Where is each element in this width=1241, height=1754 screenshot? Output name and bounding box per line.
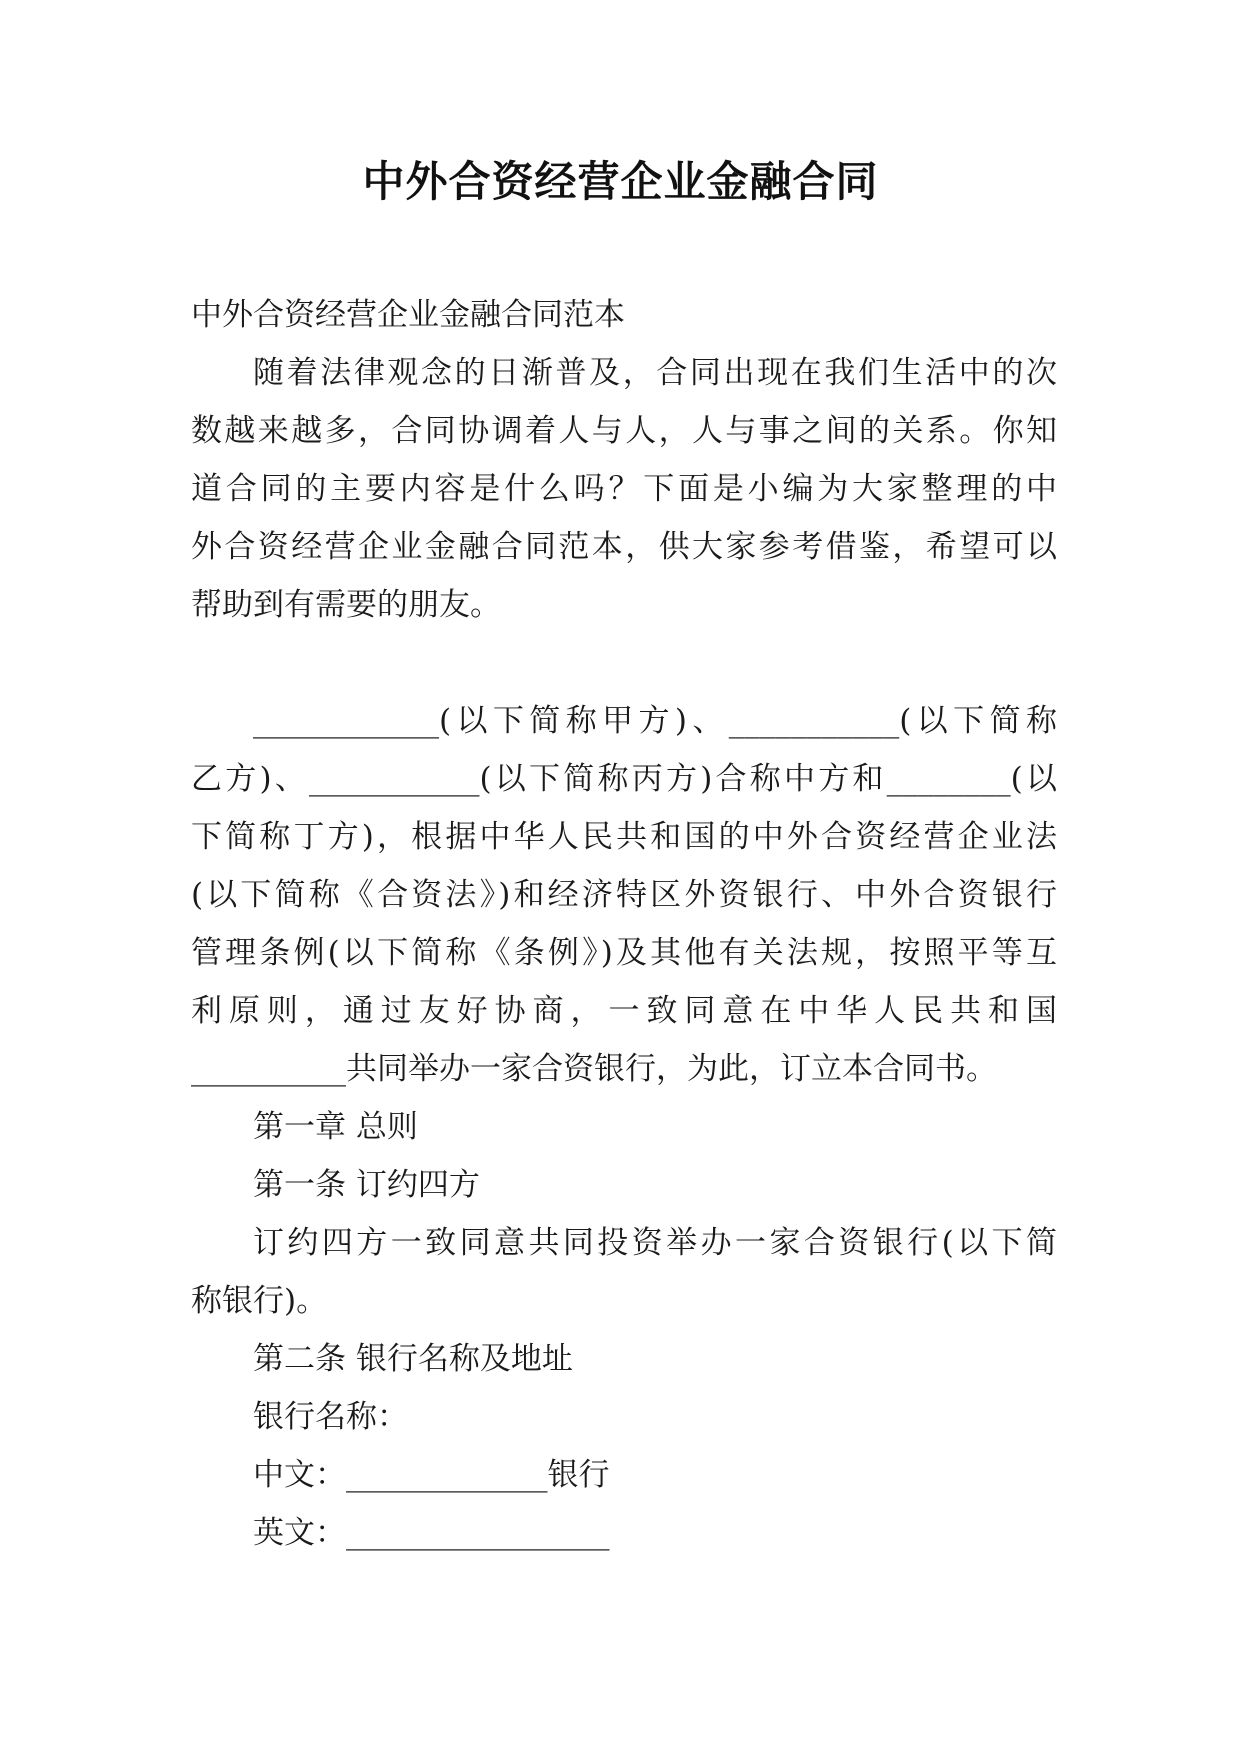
preamble-line: __________共同举办一家合资银行，为此，订立本合同书。 xyxy=(191,1051,997,1087)
preamble-line: 利原则，通过友好协商，一致同意在中华人民共和国 xyxy=(191,993,1057,1029)
intro-line: 道合同的主要内容是什么吗？下面是小编为大家整理的中 xyxy=(191,471,1057,507)
article-line: 称银行)。 xyxy=(191,1283,328,1319)
document-body xyxy=(191,286,1057,1562)
paragraph-spacer xyxy=(191,634,1057,692)
preamble-paragraph xyxy=(191,692,1057,1098)
preamble-line: (以下简称《合资法》)和经济特区外资银行、中外合资银行 xyxy=(191,877,1057,913)
preamble-line: 下简称丁方)，根据中华人民共和国的中外合资经营企业法 xyxy=(191,819,1057,855)
document-title: 中外合资经营企业金融合同 xyxy=(362,157,879,206)
bank-name-label: 银行名称： xyxy=(253,1399,408,1435)
subtitle: 中外合资经营企业金融合同范本 xyxy=(191,297,625,333)
article-line: 订约四方一致同意共同投资举办一家合资银行(以下简 xyxy=(253,1225,1057,1261)
article-heading: 第一条 订约四方 xyxy=(253,1167,480,1203)
bank-name-chinese: 中文：_____________银行 xyxy=(253,1457,610,1493)
article-1-paragraph xyxy=(191,1214,1057,1330)
preamble-line: 管理条例(以下简称《条例》)及其他有关法规，按照平等互 xyxy=(191,935,1057,971)
intro-paragraph xyxy=(191,344,1057,634)
intro-line: 数越来越多，合同协调着人与人，人与事之间的关系。你知 xyxy=(191,413,1057,449)
chapter-heading: 第一章 总则 xyxy=(253,1109,418,1145)
preamble-line: 乙方)、___________(以下简称丙方)合称中方和________(以 xyxy=(191,761,1057,797)
intro-line: 外合资经营企业金融合同范本，供大家参考借鉴，希望可以 xyxy=(191,529,1057,565)
preamble-line: ____________(以下简称甲方)、___________(以下简称 xyxy=(253,703,1057,739)
intro-line: 随着法律观念的日渐普及，合同出现在我们生活中的次 xyxy=(253,355,1057,391)
article-heading: 第二条 银行名称及地址 xyxy=(253,1341,573,1377)
bank-name-english: 英文：_________________ xyxy=(253,1515,610,1551)
intro-line: 帮助到有需要的朋友。 xyxy=(191,587,501,623)
